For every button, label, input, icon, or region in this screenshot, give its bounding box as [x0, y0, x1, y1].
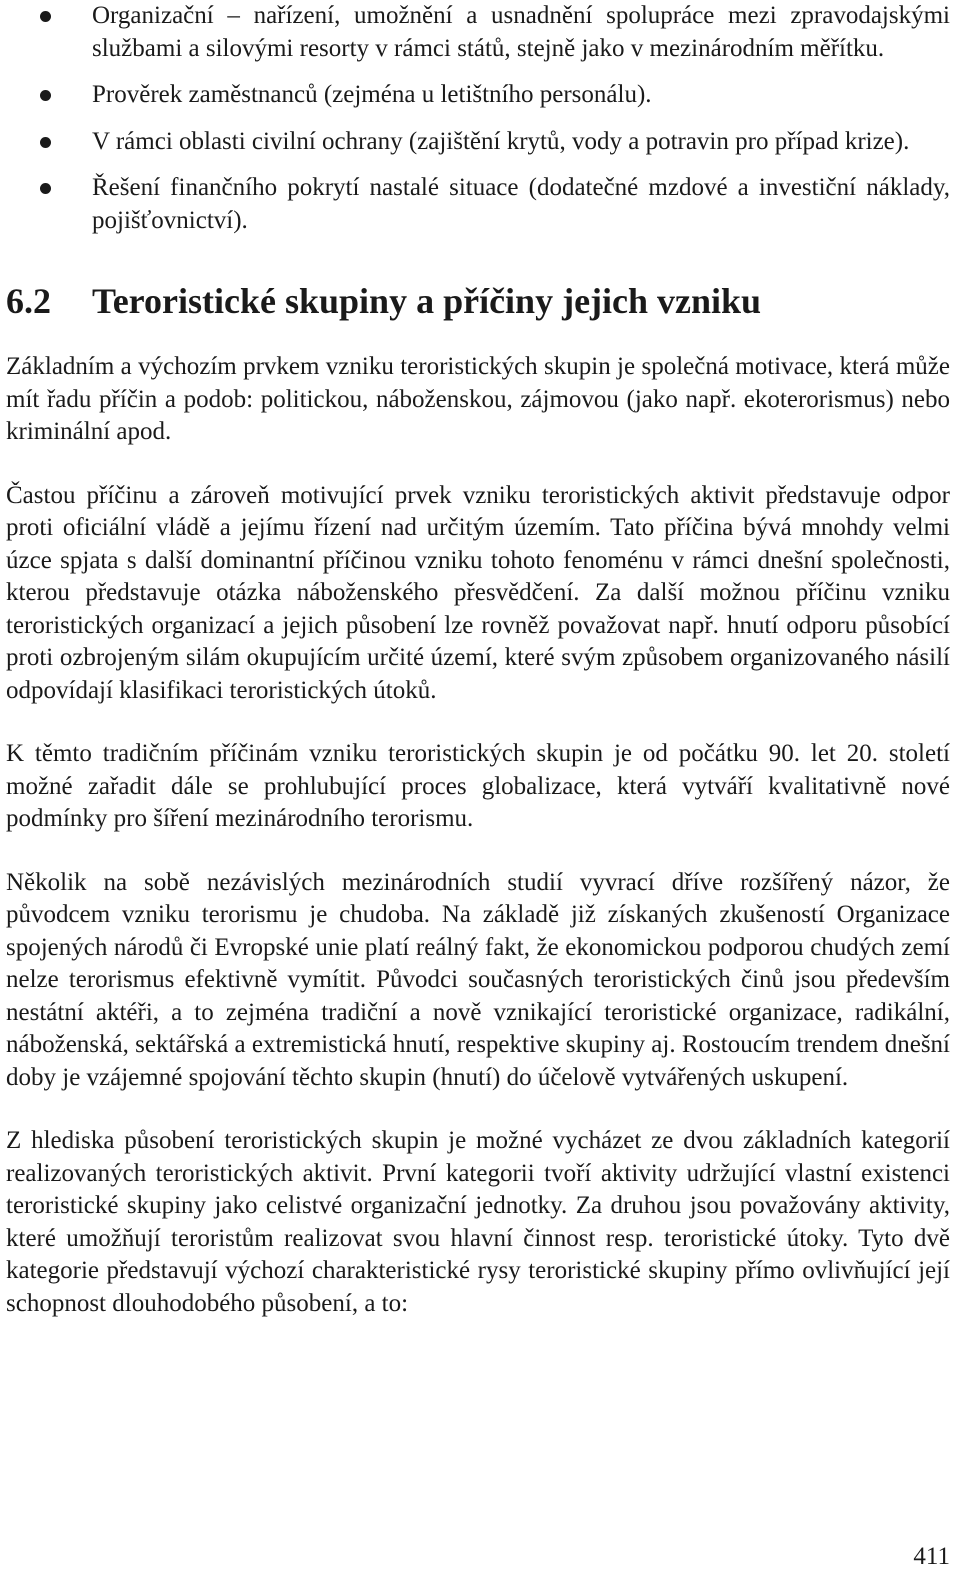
bullet-text: Prověrek zaměstnanců (zejména u letištního personálu).	[92, 81, 652, 108]
bullet-dot-icon	[40, 11, 51, 22]
paragraph: K těmto tradičním příčinám vzniku teroristických skupin je od počátku 90. let 20. století možné zařadit dále se prohlubující proces globalizace, která vytváří kvalitativně nové podmínky pro šíření mezinárodního terorismu.	[6, 740, 950, 832]
document-page	[6, 0, 950, 1351]
bullet-text: Organizační – nařízení, umožnění a usnadnění spolupráce mezi zpravodajskými službami a silovými resorty v rámci států, stejně jako v mezinárodním měřítku.	[92, 2, 950, 62]
paragraph: Častou příčinu a zároveň motivující prvek vzniku teroristických aktivit představuje odpor proti oficiální vládě a jejímu řízení nad určitým územím. Tato příčina bývá mnohdy velmi úzce spjata s další dominantní příčinou vzniku tohoto fenoménu v rámci dnešní společnosti, kterou představuje otázka náboženského přesvědčení. Za další možnou příčinu vzniku teroristických organizací a jejich působení lze rovněž považovat např. hnutí odporu působící proti ozbrojeným silám okupujícím určité území, které svým způsobem organizovaného násilí odpovídají klasifikaci teroristických útoků.	[6, 481, 950, 704]
bullet-text: V rámci oblasti civilní ochrany (zajištění krytů, vody a potravin pro případ krize).	[92, 127, 910, 155]
paragraph: Několik na sobě nezávislých mezinárodních studií vyvrací dříve rozšířený názor, že původcem vzniku terorismu je chudoba. Na základě již získaných zkušeností Organizace spojených národů či Evropské unie platí reálný fakt, že ekonomickou podporou chudých zemí nelze terorismus efektivně vymítit. Původci současných teroristických činů jsou především nestátní aktéři, a to zejména tradiční a nově vznikající teroristické organizace, radikální, náboženská, sektářská a extremistická hnutí, respektive skupiny aj. Rostoucím trendem dnešní doby je vzájemné spojování těchto skupin (hnutí) do účelově vytvářených uskupení.	[6, 868, 950, 1091]
section-heading	[6, 279, 950, 323]
section-number: 6.2	[6, 281, 51, 321]
section-title: Teroristické skupiny a příčiny jejich vzniku	[92, 281, 762, 321]
paragraph: Z hlediska působení teroristických skupin je možné vycházet ze dvou základních kategorií realizovaných teroristických aktivit. První kategorii tvoří aktivity udržující vlastní existenci teroristické skupiny jako celistvé organizační jednotky. Za druhou jsou považovány aktivity, které umožňují teroristům realizovat svou hlavní činnost resp. teroristické útoky. Tyto dvě kategorie představují výchozí charakteristické rysy teroristické skupiny přímo ovlivňující její schopnost dlouhodobého působení, a to:	[6, 1127, 950, 1317]
bullet-item	[6, 126, 950, 159]
bullet-item	[6, 172, 950, 237]
bullet-item	[6, 0, 950, 65]
bullet-dot-icon	[40, 90, 51, 101]
bullet-list	[6, 0, 950, 237]
bullet-item	[6, 79, 950, 112]
bullet-dot-icon	[40, 183, 51, 194]
bullet-dot-icon	[40, 137, 51, 148]
bullet-text: Řešení finančního pokrytí nastalé situace (dodatečné mzdové a investiční náklady, pojišťovnictví).	[92, 174, 950, 234]
paragraph: Základním a výchozím prvkem vzniku teroristických skupin je společná motivace, která může mít řadu příčin a podob: politickou, náboženskou, zájmovou (jako např. ekoterorismus) nebo kriminální apod.	[6, 353, 950, 445]
page-number: 411	[913, 1543, 950, 1570]
